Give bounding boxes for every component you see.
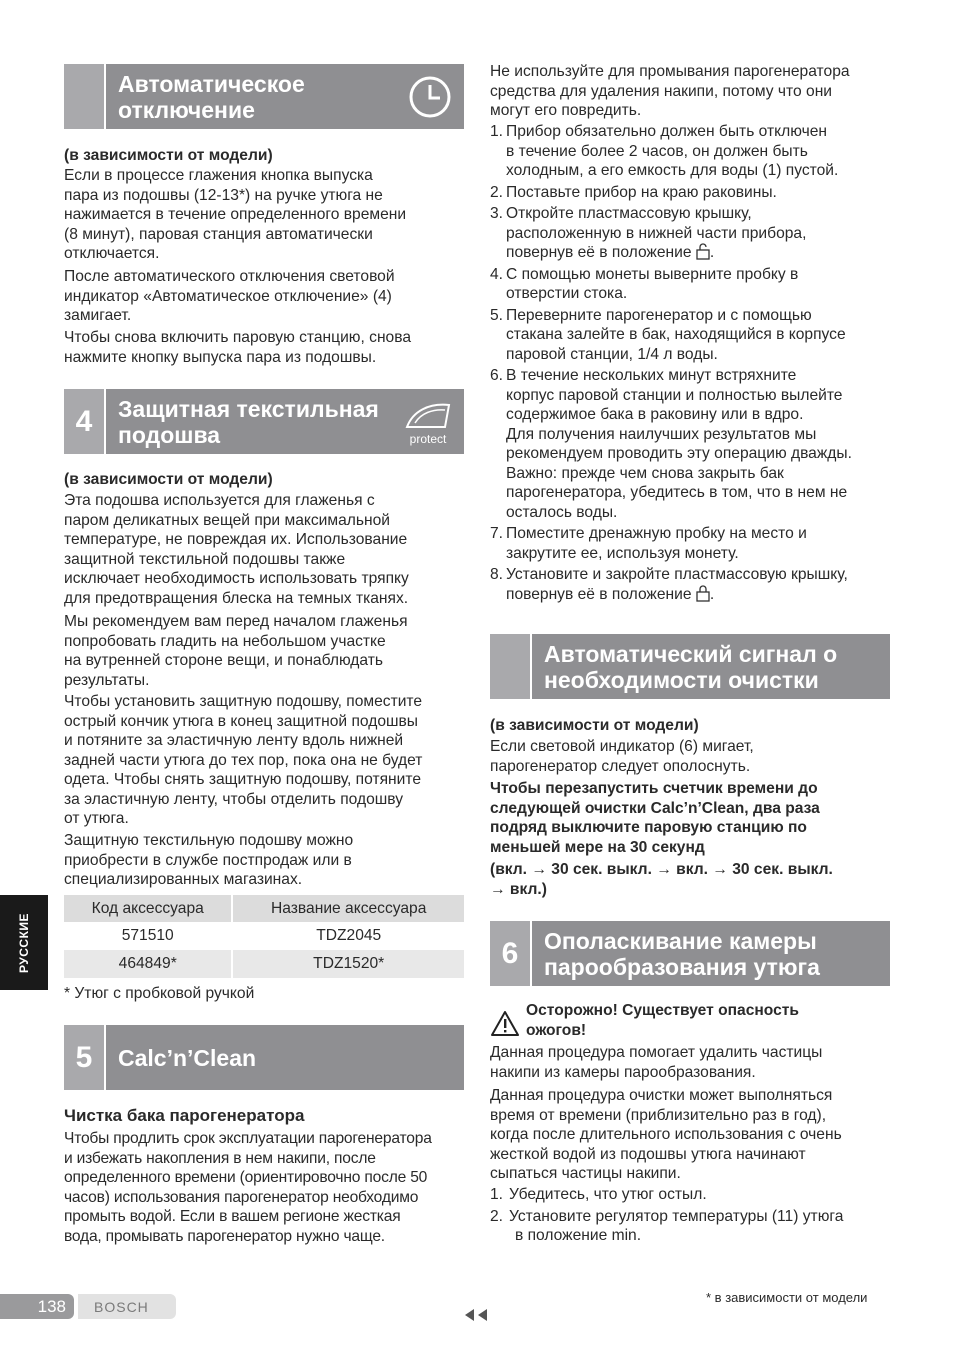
paragraph: [64, 1129, 432, 1246]
list-item: [490, 1185, 890, 1205]
paragraph: [64, 166, 406, 264]
text-line: содержимое бака в раковину или в вдро.: [506, 406, 804, 423]
text-line: острый кончик утюга в конец защитной подошвы: [64, 712, 419, 730]
text-line: осталось воды.: [506, 503, 618, 521]
text-line: вода, промывать парогенератор нужно чаще.: [64, 1227, 385, 1245]
list-item: [490, 306, 890, 365]
text-line: отключается.: [64, 245, 160, 262]
text-line: → вкл.): [490, 880, 547, 898]
section-title: Calc’n’Clean: [118, 1044, 257, 1071]
table-cell: TDZ2045: [316, 927, 382, 944]
text-line: Прибор обязательно должен быть отключен: [506, 123, 827, 140]
text-line: исключает необходимость использовать тряпку: [64, 570, 409, 587]
text-line: Переверните парогенератор и с помощью: [506, 306, 812, 324]
step-text: [506, 565, 890, 604]
text-line: и потяните за эластичную ленту вдоль нижней: [64, 732, 404, 749]
title-line: Защитная текстильная: [118, 395, 379, 422]
text-line: Поместите дренажную пробку на место и: [506, 525, 807, 542]
text-line: Эта подошва используется для глаженья с: [64, 492, 375, 509]
section-number-blank: [490, 634, 532, 699]
model-note: (в зависимости от модели): [64, 471, 273, 488]
text-line: Защитную текстильную подошву можно: [64, 832, 354, 849]
text-line: Убедитесь, что утюг остыл.: [509, 1186, 707, 1203]
text-line: (8 минут), паровая станция автоматически: [64, 225, 373, 243]
section-title: [106, 396, 398, 448]
text-line: защитной текстильной подошвы также: [64, 550, 346, 568]
text-line: жесткой водой из подошвы утюга начинают: [490, 1145, 806, 1163]
table-cell: 571510: [64, 922, 232, 950]
text-line: замигает.: [64, 307, 132, 324]
paragraph: [490, 62, 850, 121]
step-number: 3.: [490, 205, 504, 222]
text-line: средства для удаления накипи, потому что они: [490, 82, 833, 100]
section-title: [532, 641, 890, 693]
text-line: нажмите кнопку выпуска пара из подошвы.: [64, 348, 377, 366]
iron-protect-icon: [398, 394, 458, 450]
text-line: расположенную в нижней части прибора,: [506, 224, 807, 242]
text-line: меньшей мере на 30 секунд: [490, 838, 705, 856]
text-line: часов) использования парогенератор необходимо: [64, 1188, 419, 1206]
page-number: 138: [0, 1294, 74, 1319]
footer-note: * в зависимости от модели: [706, 1290, 868, 1305]
text-line: стакана залейте в бак, находящийся в корпусе: [506, 326, 846, 343]
list-item: [490, 366, 890, 522]
text-line: Важно: прежде чем снова закрыть бак: [506, 464, 784, 482]
lock-closed-icon: [696, 585, 710, 602]
section-title: [532, 928, 890, 980]
previous-page-arrows-icon[interactable]: [463, 1308, 489, 1322]
section-number: 5: [64, 1025, 106, 1090]
text-line: Поставьте прибор на краю раковины.: [506, 183, 777, 201]
step-number: 1.: [490, 123, 504, 140]
text-line: повернув её в положение: [506, 244, 692, 261]
list-item: [490, 1207, 890, 1246]
step-number: 1.: [490, 1186, 504, 1203]
step-text: [506, 306, 890, 365]
text-line: Данная процедура помогает удалить частицы: [490, 1044, 823, 1061]
text-line: пара из подошвы (12-13*) на ручке утюга не: [64, 186, 383, 204]
text-line: на вутренней стороне вещи, и понаблюдать: [64, 652, 383, 669]
step-number: 2.: [490, 1207, 504, 1225]
step-number: 5.: [490, 306, 504, 324]
text-line: отверстии стока.: [506, 285, 628, 302]
text-line: Осторожно! Существует опасность: [526, 1002, 800, 1019]
text-line: (вкл. → 30 сек. выкл. → вкл. → 30 сек. выкл.: [490, 861, 833, 878]
section-header-calc: [64, 1025, 464, 1090]
text-line: После автоматического отключения световой: [64, 268, 395, 285]
text-line: Мы рекомендуем вам перед началом глаженья: [64, 613, 408, 630]
warning-icon: [490, 1010, 520, 1042]
step-text: [506, 265, 890, 304]
list-item: [490, 183, 890, 203]
paragraph-bold: [490, 779, 820, 857]
text-line: Для получения наилучших результатов мы: [506, 425, 817, 443]
text-line: Не используйте для промывания парогенератора: [490, 63, 850, 80]
text-line: Если в процессе глажения кнопка выпуска: [64, 167, 373, 184]
text-line-with-icon: повернув её в положение .: [506, 585, 715, 603]
text-line: определенного времени (ориентировочно после 50: [64, 1169, 428, 1186]
paragraph: [490, 1086, 842, 1184]
table-row: [64, 950, 464, 978]
list-item: [490, 204, 890, 263]
step-text: [506, 122, 890, 181]
text-line: могут его повредить.: [490, 102, 642, 119]
list-item: [490, 565, 890, 604]
text-line: одета. Чтобы снять защитную подошву, потяните: [64, 771, 422, 788]
clock-icon: [402, 69, 458, 125]
step-text: [506, 204, 890, 263]
column-header: Название аксессуара: [232, 895, 464, 922]
list-item: [490, 122, 890, 181]
table-row: [64, 922, 464, 950]
paragraph: [64, 692, 422, 829]
table-cell: TDZ1520*: [232, 950, 464, 978]
text-line: от утюга.: [64, 810, 129, 827]
text-line: подряд выключите паровую станцию по: [490, 819, 807, 836]
subsection-title: Чистка бака парогенератора: [64, 1106, 305, 1125]
text-line: Чтобы снова включить паровую станцию, снова: [64, 329, 412, 346]
paragraph: [64, 612, 408, 690]
section-header-rinse: [490, 921, 890, 986]
text-line: парогенератора, убедитесь в том, что в нем не: [506, 484, 848, 501]
list-item: [490, 265, 890, 304]
text-line-with-icon: повернув её в положение .: [506, 244, 715, 261]
text-line: индикатор «Автоматическое отключение» (4): [64, 287, 392, 305]
paragraph-bold: [490, 860, 833, 899]
table-header-row: [64, 895, 464, 922]
section-header-signal: [490, 634, 890, 699]
model-note: (в зависимости от модели): [490, 717, 699, 734]
accessory-table: [64, 895, 464, 978]
steps-list: [490, 1185, 890, 1248]
title-line: необходимости очистки: [544, 666, 819, 693]
text-line: Установите регулятор температуры (11) утюга: [509, 1207, 844, 1225]
step-number: 4.: [490, 265, 504, 283]
text-line: паром деликатных вещей при максимальной: [64, 511, 390, 529]
section-title: [106, 71, 402, 123]
text-line: корпус паровой станции и полностью вылейте: [506, 386, 843, 404]
section-header-auto-off: [64, 64, 464, 129]
text-line: следующей очистки Calc’n’Clean, два раза: [490, 799, 820, 817]
text-line: Установите и закройте пластмассовую крышку,: [506, 566, 848, 583]
text-line: время от времени (приблизительно раз в год),: [490, 1106, 827, 1124]
paragraph: [490, 1043, 822, 1082]
text-line: Чтобы установить защитную подошву, поместите: [64, 693, 423, 710]
section-header-protect: [64, 389, 464, 454]
section-number: 4: [64, 389, 106, 454]
text-line: за эластичную ленту, чтобы отделить подошву: [64, 790, 403, 808]
text-line: в положение min.: [515, 1227, 642, 1244]
text-line: нажимается в течение определенного времени: [64, 206, 407, 223]
step-text: [506, 366, 890, 522]
title-line: парообразования утюга: [544, 953, 820, 980]
text-line: Чтобы продлить срок эксплуатации парогенератора: [64, 1130, 432, 1147]
text-line: приобрести в службе постпродаж или в: [64, 851, 352, 869]
paragraph: [64, 328, 411, 367]
brand-label: BOSCH: [78, 1294, 176, 1319]
text-line: Если световой индикатор (6) мигает,: [490, 738, 754, 755]
title-line: Автоматический сигнал о: [544, 640, 838, 667]
text-line: Чтобы перезапустить счетчик времени до: [490, 780, 818, 797]
text-line: температуре, не повреждая их. Использование: [64, 531, 408, 548]
text-line: задней части утюга до тех пор, пока она не будет: [64, 751, 423, 769]
steps-list: [490, 122, 890, 606]
protect-label: protect: [409, 431, 447, 446]
step-number: 8.: [490, 566, 504, 583]
step-text: [509, 1185, 890, 1205]
text-line: повернув её в положение: [506, 585, 692, 603]
language-tab-label: РУССКИЕ: [17, 912, 32, 973]
text-line: парогенератор следует ополоснуть.: [490, 757, 751, 775]
step-number: 6.: [490, 367, 504, 384]
text-line: паровой станции, 1/4 л воды.: [506, 345, 718, 363]
text-line: рекомендуем проводить эту операцию дважды.: [506, 445, 852, 462]
paragraph: [64, 491, 409, 608]
list-item: [490, 524, 890, 563]
model-note: (в зависимости от модели): [64, 147, 273, 164]
text-line: ожогов!: [526, 1021, 587, 1039]
text-line: В течение нескольких минут встряхните: [506, 367, 797, 384]
text-line: С помощью монеты выверните пробку в: [506, 265, 799, 283]
text-line: промыть водой. Если в вашем регионе жесткая: [64, 1208, 401, 1225]
text-line: и избежать накопления в нем накипи, после: [64, 1149, 376, 1167]
text-line: результаты.: [64, 671, 150, 689]
text-line: Данная процедура очистки может выполняться: [490, 1087, 833, 1104]
paragraph: [64, 831, 353, 890]
title-line: подошва: [118, 421, 221, 448]
text-line: для предотвращения блеска на темных тканях.: [64, 589, 409, 607]
title-line: отключение: [118, 96, 255, 123]
text-line: накипи из камеры парообразования.: [490, 1063, 756, 1081]
text-line: холодным, а его емкость для воды (1) пустой.: [506, 162, 839, 179]
step-number: 2.: [490, 183, 504, 201]
text-line: специализированных магазинах.: [64, 871, 303, 888]
step-text: [509, 1207, 890, 1246]
lock-open-icon: [696, 243, 710, 260]
paragraph: [64, 267, 395, 326]
table-cell: 464849*: [64, 950, 232, 978]
step-number: 7.: [490, 525, 504, 542]
text-line: когда после длительного использования с очень: [490, 1126, 842, 1143]
section-number-blank: [64, 64, 106, 129]
title-line: Автоматическое: [118, 70, 305, 97]
text-line: закрутите ее, используя монету.: [506, 544, 739, 562]
text-line: в течение более 2 часов, он должен быть: [506, 142, 808, 160]
title-line: Ополаскивание камеры: [544, 927, 817, 954]
step-text: [506, 524, 890, 563]
table-footnote: * Утюг с пробковой ручкой: [64, 985, 255, 1002]
text-line: сыпаться частицы накипи.: [490, 1165, 681, 1182]
step-text: [506, 183, 890, 203]
language-tab: [0, 895, 48, 990]
section-number: 6: [490, 921, 532, 986]
text-line: Откройте пластмассовую крышку,: [506, 205, 752, 222]
paragraph: [490, 737, 754, 776]
warning-text: [526, 1001, 799, 1040]
column-header: Код аксессуара: [64, 895, 232, 922]
text-line: попробовать гладить на небольшом участке: [64, 632, 386, 650]
